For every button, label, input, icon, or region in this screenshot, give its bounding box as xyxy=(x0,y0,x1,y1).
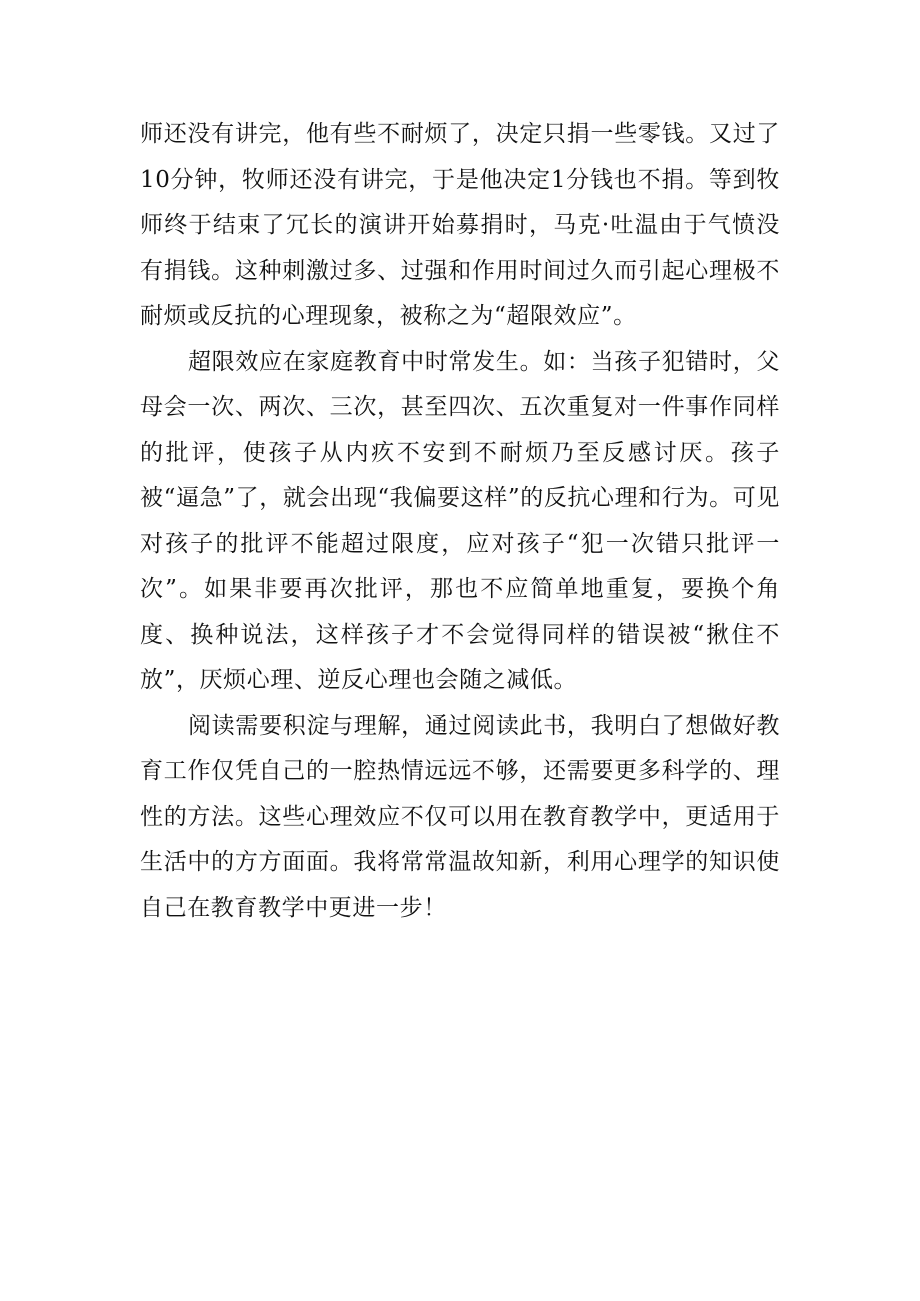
paragraph-continuation: 师还没有讲完，他有些不耐烦了，决定只捐一些零钱。又过了10分钟，牧师还没有讲完，于是他决定1分钱也不捐。等到牧师终于结束了冗长的演讲开始募捐时，马克·吐温由于气愤没有捐钱。这种刺激过多、过强和作用时间过久而引起心理极不耐烦或反抗的心理现象，被称之为“超限效应”。 xyxy=(140,121,780,329)
document-body xyxy=(140,112,780,931)
paragraph-superlimit-effect: 超限效应在家庭教育中时常发生。如：当孩子犯错时，父母会一次、两次、三次，甚至四次、五次重复对一件事作同样的批评，使孩子从内疚不安到不耐烦乃至反感讨厌。孩子被“逼急”了，就会出现“我偏要这样”的反抗心理和行为。可见对孩子的批评不能超过限度，应对孩子“犯一次错只批评一次”。如果非要再次批评，那也不应简单地重复，要换个角度、换种说法，这样孩子才不会觉得同样的错误被“揪住不放”，厌烦心理、逆反心理也会随之减低。 xyxy=(140,348,780,693)
paragraph-reading-reflection: 阅读需要积淀与理解，通过阅读此书，我明白了想做好教育工作仅凭自己的一腔热情远远不够，还需要更多科学的、理性的方法。这些心理效应不仅可以用在教育教学中，更适用于生活中的方方面面。我将常常温故知新，利用心理学的知识使自己在教育教学中更进一步！ xyxy=(140,712,780,921)
